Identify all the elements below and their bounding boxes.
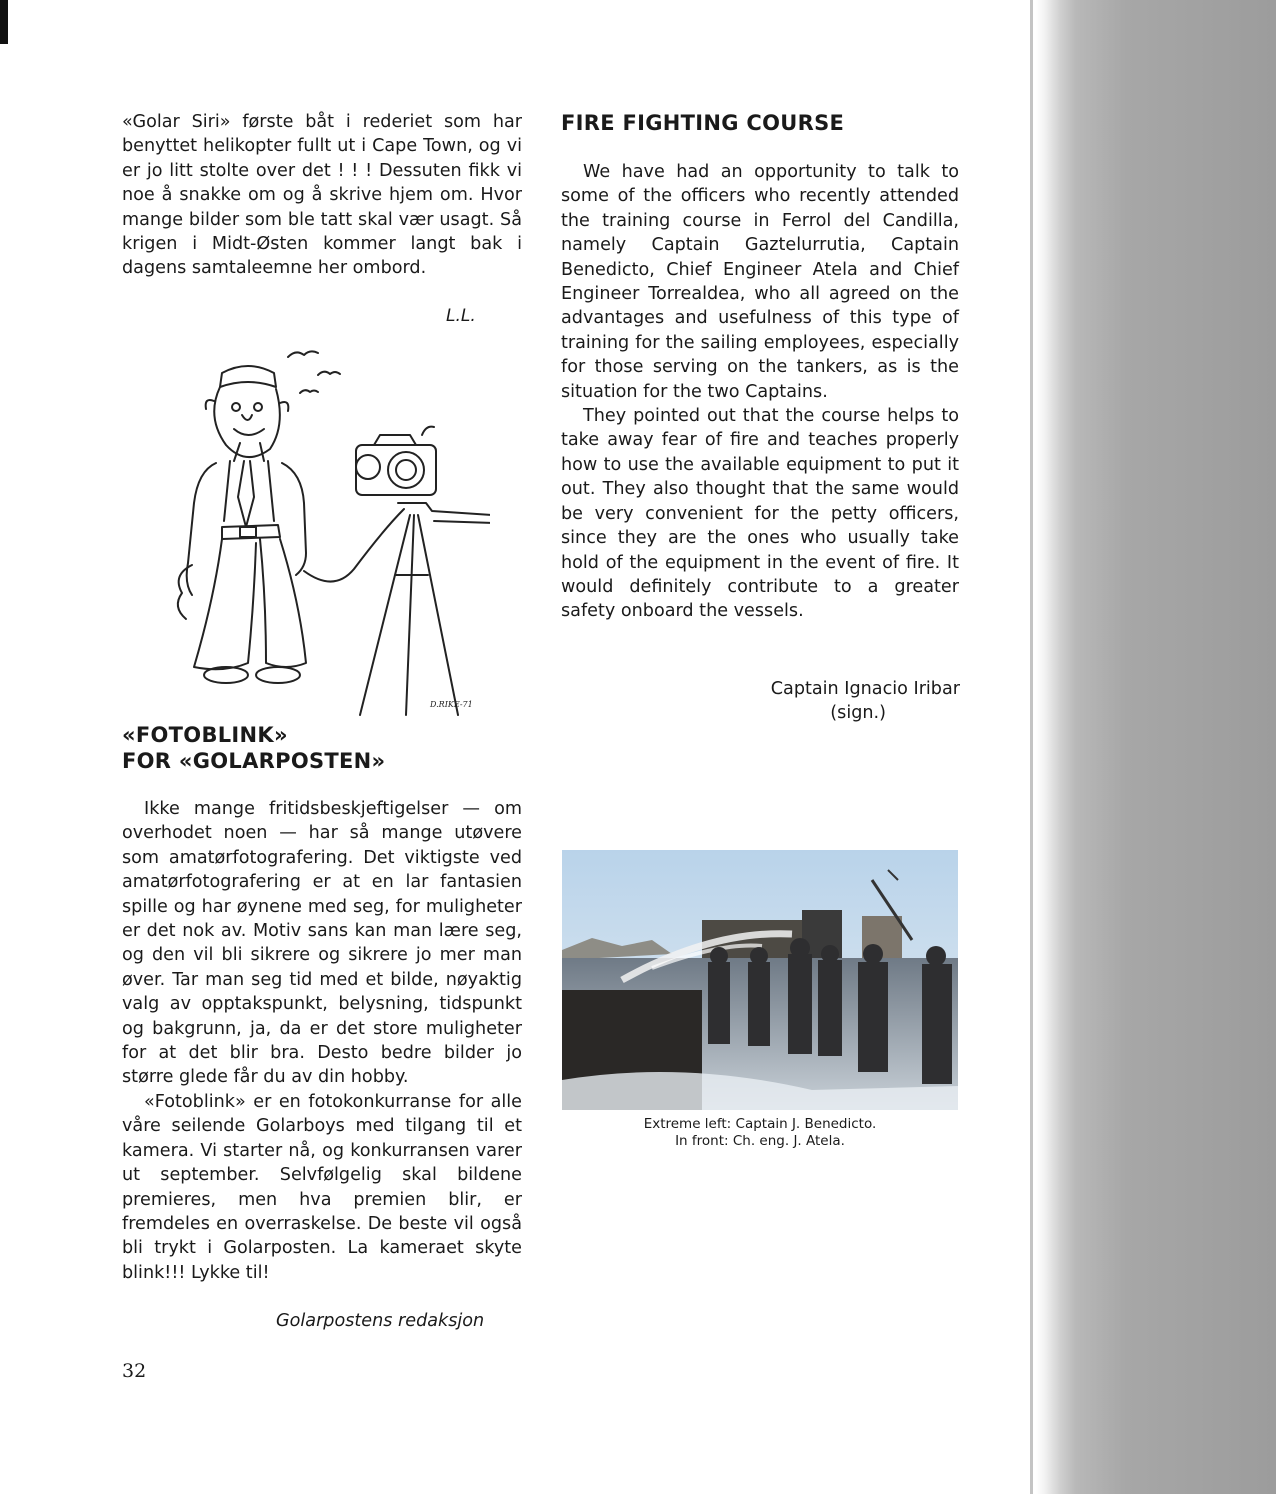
- fire-course-signature: [748, 677, 960, 726]
- photo-caption: [562, 1116, 958, 1150]
- fire-course-article: [561, 160, 959, 624]
- page-fold: [1030, 0, 1033, 1494]
- fotoblink-article: [122, 797, 522, 1285]
- photo-caption-line-2: In front: Ch. eng. J. Atela.: [675, 1133, 845, 1149]
- scan-corner-mark: [0, 0, 8, 44]
- fotoblink-signature: Golarpostens redaksjon: [276, 1311, 485, 1331]
- fotoblink-heading: [122, 722, 542, 774]
- fotoblink-paragraph-1: Ikke mange fritidsbeskjeftigelser — om overhodet noen — har så mange utøvere som amatørfotografering. Det viktigste ved amatørfotografering er at en lar fantasien spille og har øynene med seg, for muligheter er det nok av. Motiv sans kan man lære seg, og den vil bli sikrere og sikrere jo mer man øver. Tar man seg tid med et bilde, nøyaktig valg av opptakspunkt, belysning, tidspunkt og bakgrunn, ja, da er det store muligheter for at det blir bra. Desto bedre bilder jo større glede får du av din hobby.: [122, 799, 522, 1088]
- intro-paragraph: «Golar Siri» første båt i rederiet som har benyttet helikopter fullt ut i Cape Town, og vi er jo litt stolte over det ! ! ! Dessuten fikk vi noe å snakke om og å skrive hjem om. Hvor mange bilder som ble tatt skal vær usagt. Så krigen i Midt-Østen kommer langt bak i dagens samtaleemne her ombord.: [122, 112, 522, 279]
- adjacent-page-edge: [1036, 0, 1276, 1494]
- fire-course-paragraph-2: They pointed out that the course helps to take away fear of fire and teaches properly how to use the available equipment to put it out. They also thought that the same would be very convenient for the petty officers, since they are the ones who usually take hold of the equipment in the event of fire. It would definitely contribute to a greater safety onboard the vessels.: [561, 406, 959, 622]
- fire-course-signature-name: Captain Ignacio Iribar: [770, 679, 960, 699]
- fire-course-signature-note: (sign.): [830, 703, 886, 724]
- fotoblink-title-line1: «FOTOBLINK»: [122, 723, 288, 747]
- intro-signature: L.L.: [446, 306, 476, 326]
- fotoblink-paragraph-2: «Fotoblink» er en fotokonkurranse for alle våre seilende Golarboys med tilgang til et kamera. Vi starter nå, og konkurransen varer ut september. Selvfølgelig skal bildene premieres, men hva premien blir, er fremdeles en overraskelse. De beste vil også bli trykt i Golarposten. La kameraet skyte blink!!! Lykke til!: [122, 1091, 522, 1283]
- photo-caption-line-1: Extreme left: Captain J. Benedicto.: [643, 1116, 877, 1132]
- fire-training-photo: [562, 850, 958, 1110]
- fotoblink-title-line2: FOR «GOLARPOSTEN»: [122, 749, 386, 773]
- page-number: 32: [122, 1360, 147, 1382]
- cartoon-photographer-illustration: [160, 345, 490, 725]
- intro-text-block: [122, 110, 522, 281]
- cartoon-artist-signature: D.RIKE-71: [430, 700, 473, 709]
- fire-course-heading: FIRE FIGHTING COURSE: [561, 111, 845, 135]
- fire-course-paragraph-1: We have had an opportunity to talk to some of the officers who recently attended the training course in Ferrol del Candilla, namely Captain Gaztelurrutia, Captain Benedicto, Chief Engineer Atela and Chief Engineer Torrealdea, who all agreed on the advantages and usefulness of this type of training for the sailing employees, especially for those serving on the tankers, as is the situation for the two Captains.: [561, 162, 959, 402]
